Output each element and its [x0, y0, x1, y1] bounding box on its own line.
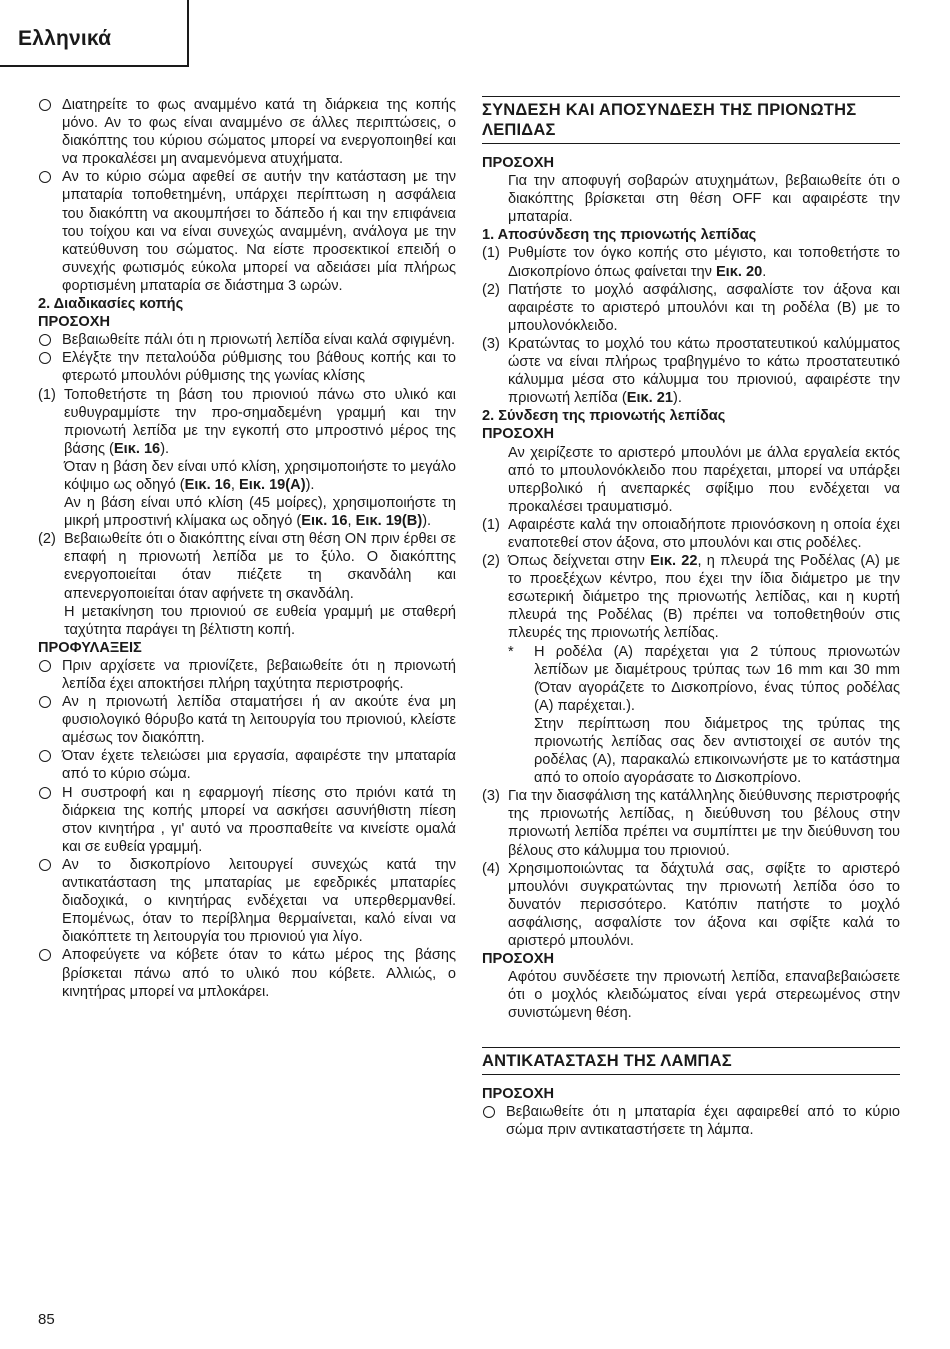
caution-label: ΠΡΟΣΟΧΗ: [38, 314, 111, 331]
bullet-item: Αποφεύγετε να κόβετε όταν το κάτω μέρος της βάσης βρίσκεται πάνω από το υλικό που κόβετε. Αλλιώς, ο κινητήρας μπορεί να μπλοκάρει.: [38, 946, 456, 1000]
section-heading: ΣΥΝΔΕΣΗ ΚΑΙ ΑΠΟΣΥΝΔΕΣΗ ΤΗΣ ΠΡΙΟΝΩΤΗΣ ΛΕΠΙΔΑΣ: [482, 96, 900, 144]
caution-text: Αφότου συνδέσετε την πριονωτή λεπίδα, επαναβεβαιώσετε ότι ο μοχλός κλειδώματος είναι γερά στερεωμένος στην συνιστώμενη θέση.: [508, 969, 900, 1022]
circle-bullet-icon: [39, 949, 51, 961]
figure-ref: Εικ. 19(A): [239, 476, 306, 493]
bullet-item: Αν το κύριο σώμα αφεθεί σε αυτήν την κατάσταση με την μπαταρία τοποθετημένη, υπάρχει περίπτωση η ασφάλεια του διακόπτη να ακουμπήσει το δάπεδο ή και την επιφάνεια του τοίχου και να είναι συνεχώς αναμμένη, ανάλογα με την κατεύθυνση του σώματος. Να είστε προσεκτικοί επειδή ο συνεχής φωτισμός εύκολα μπορεί να αδειάσει μία πλήρως φορτισμένη μπαταρία σε διάστημα 3 ωρών.: [38, 168, 456, 295]
figure-ref: Εικ. 22: [650, 553, 698, 570]
circle-bullet-icon: [39, 334, 51, 346]
numbered-step: (4) Χρησιμοποιώντας τα δάχτυλά σας, σφίξτε το αριστερό μπουλόνι συγκρατώντας την πριονωτή λεπίδα όσο το δυνατόν περισσότερο. Κατόπιν πατήστε το μοχλό ασφάλισης, ασφαλίστε τον άξονα και σφίξτε καλά το αριστερό μπουλόνι.: [482, 860, 900, 950]
numbered-step: (1) Αφαιρέστε καλά την οποιαδήποτε πριονόσκονη η οποία έχει εναποτεθεί στον άξονα, στο μπουλόνι και στις ροδέλες.: [482, 516, 900, 551]
left-column: [38, 96, 456, 1001]
circle-bullet-icon: [39, 660, 51, 672]
subsection-heading: 2. Σύνδεση της πριονωτής λεπίδας: [482, 408, 726, 425]
numbered-step: (2) Όπως δείχνεται στην Εικ. 22, η πλευρά της Ροδέλας (A) με το προεξέχων κέντρο, που έχει την ίδια διάμετρο με την εσωτερική διάμετρο της πριονωτής λεπίδας, και η κυρτή πλευρά της Ροδέλας (B) πρέπει να τοποθετηθούν στις πλευρές της πριονωτής λεπίδας.: [482, 553, 900, 642]
figure-ref: Εικ. 20: [715, 263, 763, 280]
circle-bullet-icon: [483, 1106, 495, 1118]
language-tab: [0, 0, 189, 67]
bullet-item: Η συστροφή και η εφαρμογή πίεσης στο πριόνι κατά τη διάρκεια της κοπής μπορεί να ασκήσει ασυνήθιστη πίεση στον κινητήρα , γι' αυτό να προσπαθείτε να κινείστε ομαλά και σε ευθεία γραμμή.: [38, 784, 456, 856]
bullet-item: Βεβαιωθείτε πάλι ότι η πριονωτή λεπίδα είναι καλά σφιγμένη.: [38, 331, 456, 349]
subsection-heading: 1. Αποσύνδεση της πριονωτής λεπίδας: [482, 227, 757, 244]
precautions-label: ΠΡΟΦΥΛΑΞΕΙΣ: [38, 639, 142, 656]
step-continuation: Όταν η βάση δεν είναι υπό κλίση, χρησιμοποιήστε το μεγάλο κόψιμο ως οδηγό (Εικ. 16, Εικ. 19(A)).: [64, 458, 456, 493]
numbered-step: (1) Ρυθμίστε τον όγκο κοπής στο μέγιστο, και τοποθετήστε το Δισκοπρίονο όπως φαίνεται την Εικ. 20.: [482, 245, 900, 280]
numbered-step: (3) Για την διασφάλιση της κατάλληλης διεύθυνσης περιστροφής της πριονωτής λεπίδας, η διεύθυνση του βέλους στην πριονωτή λεπίδα πρέπει να συμπίπτει με την διεύθυνση του βέλους στο κάλυμμα του πριονιού.: [482, 788, 900, 859]
asterisk-marker: *: [508, 643, 514, 660]
language-label: Ελληνικά: [18, 27, 112, 50]
numbered-step: (1) Τοποθετήστε τη βάση του πριονιού πάνω στο υλικό και ευθυγραμμίστε την προ-σημαδεμένη γραμμή και την πριονωτή λεπίδα με την εγκοπή στο μπροστινό μέρος της βάσης (Εικ. 16).: [38, 386, 456, 457]
caution-text: Για την αποφυγή σοβαρών ατυχημάτων, βεβαιωθείτε ότι ο διακόπτης βρίσκεται στη θέση OFF και αφαιρέστε την μπαταρία.: [508, 173, 900, 226]
circle-bullet-icon: [39, 859, 51, 871]
caution-label: ΠΡΟΣΟΧΗ: [482, 951, 555, 968]
caution-label: ΠΡΟΣΟΧΗ: [482, 155, 555, 171]
figure-ref: Εικ. 16: [113, 440, 161, 457]
circle-bullet-icon: [39, 696, 51, 708]
bullet-item: Αν η πριονωτή λεπίδα σταματήσει ή αν ακούτε ένα μη φυσιολογικό θόρυβο κατά τη λειτουργία του πριονιού, κλείστε αμέσως τον διακόπτη.: [38, 693, 456, 747]
circle-bullet-icon: [39, 352, 51, 364]
figure-ref: Εικ. 19(B): [355, 513, 423, 530]
bullet-item: Πριν αρχίσετε να πριονίζετε, βεβαιωθείτε ότι η πριονωτή λεπίδα έχει αποκτήσει πλήρη ταχύτητα περιστροφής.: [38, 657, 456, 693]
bullet-item: Ελέγξτε την πεταλούδα ρύθμισης του βάθους κοπής και το φτερωτό μπουλόνι ρύθμισης της γωνίας κλίσης: [38, 349, 456, 385]
numbered-step: (3) Κρατώντας το μοχλό του κάτω προστατευτικού καλύμματος ώστε να είναι πλήρως τραβηγμένο το κάτω προστατευτικό κάλυμμα μέσα στο κάλυμμα του πριονιού, αφαιρέστε την πριονωτή λεπίδα (Εικ. 21).: [482, 335, 900, 407]
caution-text: Αν χειρίζεστε το αριστερό μπουλόνι με άλλα εργαλεία εκτός από το μπουλονόκλειδο που παρέχεται, μπορεί να υπάρξει υπερβολικό ή ανεπαρκές σφίξιμο που ενδέχεται να προκαλέσει τραυματισμό.: [508, 444, 900, 515]
numbered-step: (2) Βεβαιωθείτε ότι ο διακόπτης είναι στη θέση ON πριν έρθει σε επαφή η πριονωτή λεπίδα με το ξύλο. Ο διακόπτης ενεργοποιείται όταν πιέζετε τη σκανδάλη και απενεργοποιείται όταν αφήνετε τη σκανδάλη.: [38, 531, 456, 602]
note-continuation: Στην περίπτωση που διάμετρος της τρύπας της πριονωτής λεπίδας σας δεν αντιστοιχεί σε αυτόν της ροδέλας (A), παρακαλώ επικοινωνήστε με το κατάστημα από το οποίο αγοράσατε το Δισκοπρίονο.: [534, 715, 900, 787]
figure-ref: Εικ. 16: [184, 476, 231, 493]
bullet-item: Αν το δισκοπρίονο λειτουργεί συνεχώς κατά την αντικατάσταση της μπαταρίας με εφεδρικές μπαταρίες διαδοχικά, ο κινητήρας ενδέχεται να υπερθερμανθεί. Επομένως, όταν το περίβλημα θερμαίνεται, καλό είναι να διακόπτετε τη λειτουργία του πριονιού για λίγο.: [38, 856, 456, 946]
subsection-heading: 2. Διαδικασίες κοπής: [38, 296, 184, 313]
circle-bullet-icon: [39, 750, 51, 762]
bullet-item: Βεβαιωθείτε ότι η μπαταρία έχει αφαιρεθεί από το κύριο σώμα πριν αντικαταστήσετε τη λάμπα.: [482, 1103, 900, 1139]
bullet-item: Διατηρείτε το φως αναμμένο κατά τη διάρκεια της κοπής μόνο. Αν το φως είναι αναμμένο σε άλλες περιπτώσεις, ο διακόπτης του κύριου σώματος μπορεί να ενεργοποιηθεί και να προκαλέσει μη αναμενόμενα ατυχήματα.: [38, 96, 456, 168]
caution-label: ΠΡΟΣΟΧΗ: [482, 426, 555, 443]
step-continuation: Αν η βάση είναι υπό κλίση (45 μοίρες), χρησιμοποιήστε τη μικρή μπροστινή κλίμακα ως οδηγό (Εικ. 16, Εικ. 19(B)).: [64, 495, 456, 530]
step-continuation: Η μετακίνηση του πριονιού σε ευθεία γραμμή με σταθερή ταχύτητα παράγει τη βέλτιστη κοπή.: [64, 603, 456, 638]
figure-ref: Εικ. 16: [301, 513, 348, 530]
caution-label: ΠΡΟΣΟΧΗ: [482, 1085, 555, 1102]
section-heading: ΑΝΤΙΚΑΤΑΣΤΑΣΗ ΤΗΣ ΛΑΜΠΑΣ: [482, 1047, 900, 1075]
numbered-step: (2) Πατήστε το μοχλό ασφάλισης, ασφαλίστε τον άξονα και αφαιρέστε το αριστερό μπουλόνι και τη ροδέλα (B) με το μπουλονόκλειδο.: [482, 281, 900, 334]
figure-ref: Εικ. 21: [626, 390, 674, 407]
bullet-item: Όταν έχετε τελειώσει μια εργασία, αφαιρέστε την μπαταρία από το κύριο σώμα.: [38, 747, 456, 783]
page-number: 85: [38, 1311, 55, 1328]
circle-bullet-icon: [39, 171, 51, 183]
circle-bullet-icon: [39, 787, 51, 799]
note-item: * Η ροδέλα (A) παρέχεται για 2 τύπους πριονωτών λεπίδων με διαμέτρους τρύπας των 16 mm και 30 mm (Όταν αγοράζετε το Δισκοπρίονο, ένας τύπος ροδέλας (A) παρέχεται.).: [508, 643, 900, 714]
circle-bullet-icon: [39, 99, 51, 111]
right-column: [482, 96, 900, 1139]
